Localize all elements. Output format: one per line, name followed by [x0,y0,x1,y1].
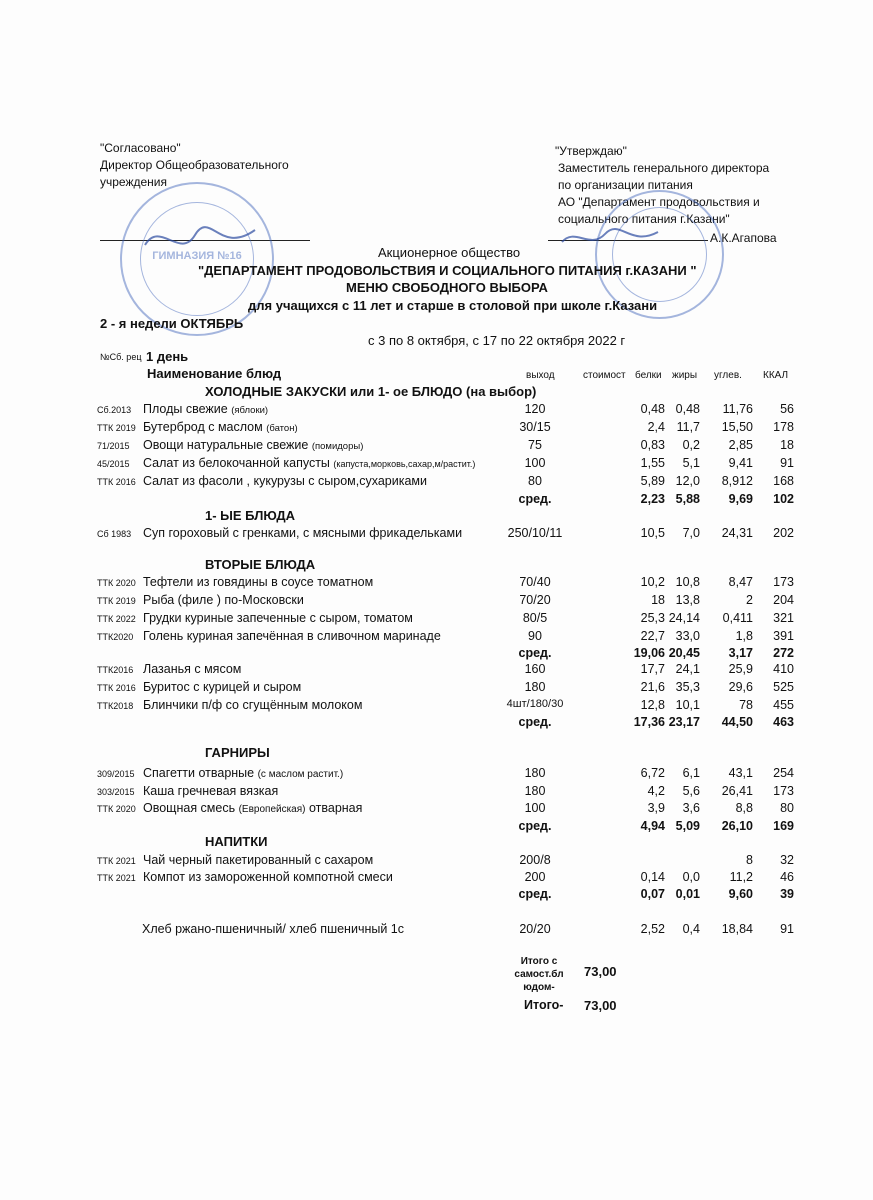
total-value: 73,00 [584,998,617,1013]
avg-kcal: 39 [780,887,794,901]
dish-out: 100 [524,456,546,470]
dish-carb: 24,31 [721,526,753,540]
dish-out: 180 [524,784,546,798]
table-row [0,801,873,819]
col-protein-header: белки [635,370,662,381]
dish-fat: 0,2 [682,438,700,452]
dish-carb: 25,9 [728,662,753,676]
dish-out: 200/8 [519,853,551,867]
avg-label: сред. [518,715,552,729]
dish-name: Хлеб ржано-пшеничный/ хлеб пшеничный 1с [142,922,404,936]
dish-out: 30/15 [519,420,551,434]
dish-name: Рыба (филе ) по-Московски [143,593,304,607]
dish-out: 250/10/11 [507,526,563,540]
dish-kcal: 391 [773,629,794,643]
menu-title: МЕНЮ СВОБОДНОГО ВЫБОРА [346,280,548,295]
avg-fat: 20,45 [668,646,700,660]
dish-protein: 6,72 [640,766,665,780]
recipe-code: ТТК 2019 [97,423,136,433]
recipe-code: ТТК 2020 [97,578,136,588]
dish-carb: 8,47 [728,575,753,589]
dish-protein: 17,7 [640,662,665,676]
dish-protein: 10,2 [640,575,665,589]
dish-fat: 11,7 [676,420,700,434]
dish-kcal: 91 [780,922,794,936]
dish-carb: 8,8 [735,801,753,815]
dish-fat: 3,6 [682,801,700,815]
avg-label: сред. [518,887,552,901]
dish-name: Спагетти отварные (с маслом растит.) [143,766,344,780]
dish-fat: 10,1 [675,698,700,712]
dish-kcal: 202 [773,526,794,540]
avg-fat: 5,09 [675,819,700,833]
avg-carb: 3,17 [728,646,753,660]
dish-fat: 5,1 [682,456,700,470]
approval-right-line1: "Утверждаю" [555,144,627,158]
stamp-left-text: ГИМНАЗИЯ №16 [152,250,242,262]
dish-name: Овощи натуральные свежие (помидоры) [143,438,364,452]
dish-name: Овощная смесь (Европейская) отварная [143,801,363,815]
dish-kcal: 56 [780,402,794,416]
recipe-code: Сб.2013 [97,405,132,415]
dish-protein: 12,8 [640,698,665,712]
dish-kcal: 321 [773,611,794,625]
avg-kcal: 102 [773,492,794,506]
total-self-label: Итого с самост.бл юдом- [514,956,564,993]
signer-name: А.К.Агапова [710,231,777,245]
dish-fat: 35,3 [675,680,700,694]
week-label: 2 - я недели ОКТЯБРЬ [100,316,244,331]
dish-carb: 8 [746,853,753,867]
dish-fat: 24,1 [675,662,700,676]
audience-line: для учащихся с 11 лет и старше в столовой при школе г.Казани [248,298,658,313]
dish-carb: 11,2 [729,870,753,884]
avg-carb: 26,10 [721,819,753,833]
dish-kcal: 32 [780,853,794,867]
dish-name: Суп гороховый с гренками, с мясными фрикадельками [143,526,463,540]
dish-out: 100 [524,801,546,815]
dish-out: 80/5 [522,611,548,625]
table-row [0,662,873,680]
recipe-code: ТТК 2021 [97,856,136,866]
recipe-code: 71/2015 [97,441,130,451]
avg-protein: 2,23 [640,492,665,506]
dish-kcal: 91 [780,456,794,470]
average-row [0,887,873,905]
approval-right-line2: Заместитель генерального директора [558,161,770,175]
company-type: Акционерное общество [378,245,521,260]
dish-carb: 0,411 [722,611,753,625]
dish-protein: 0,83 [640,438,665,452]
section-first: 1- ЫЕ БЛЮДА [205,508,296,523]
dish-fat: 7,0 [682,526,700,540]
signature-right [560,222,660,252]
dish-out: 90 [528,629,542,643]
avg-carb: 9,60 [728,887,753,901]
dish-fat: 0,48 [675,402,700,416]
table-row [0,784,873,802]
dish-protein: 21,6 [640,680,665,694]
dish-name: Компот из замороженной компотной смеси [143,870,393,884]
dish-fat: 24,14 [668,611,700,625]
table-row [0,698,873,716]
dish-name: Голень куриная запечённая в сливочном маринаде [143,629,441,643]
table-row [0,629,873,647]
recipe-code: ТТК2016 [97,665,134,675]
dish-carb: 8,912 [721,474,753,488]
dish-protein: 0,14 [640,870,665,884]
dish-name: Грудки куриные запеченные с сыром, томатом [143,611,413,625]
table-row [0,456,873,474]
recipe-code: Сб 1983 [97,529,132,539]
avg-protein: 17,36 [633,715,665,729]
approval-left-line2: Директор Общеобразовательного [100,158,289,172]
dish-carb: 11,76 [722,402,753,416]
dish-kcal: 168 [773,474,794,488]
dish-fat: 10,8 [675,575,700,589]
total-self-value: 73,00 [584,964,617,979]
section-cold: ХОЛОДНЫЕ ЗАКУСКИ или 1- ое БЛЮДО (на выбор) [205,384,537,399]
signature-left [140,215,260,265]
dish-out: 80 [528,474,542,488]
col-carb-header: углев. [714,370,742,381]
avg-fat: 5,88 [675,492,700,506]
dish-kcal: 18 [780,438,794,452]
dish-name: Салат из белокочанной капусты (капуста,морковь,сахар,м/растит.) [143,456,476,470]
recipe-code: ТТК 2016 [97,477,136,487]
dish-kcal: 204 [773,593,794,607]
recipe-code: ТТК 2021 [97,873,136,883]
dish-kcal: 178 [773,420,794,434]
dish-kcal: 173 [773,575,794,589]
dish-kcal: 46 [780,870,794,884]
dish-name: Лазанья с мясом [143,662,242,676]
dish-kcal: 254 [773,766,794,780]
dish-name: Тефтели из говядины в соусе томатном [143,575,374,589]
dish-fat: 0,4 [682,922,700,936]
dish-protein: 5,89 [640,474,665,488]
dish-kcal: 410 [773,662,794,676]
dish-kcal: 525 [773,680,794,694]
dish-protein: 2,4 [647,420,665,434]
dish-out: 4шт/180/30 [506,698,564,710]
table-row [0,593,873,611]
table-row [0,766,873,784]
dish-carb: 29,6 [728,680,753,694]
dish-out: 120 [524,402,546,416]
dish-kcal: 173 [773,784,794,798]
average-row [0,492,873,510]
dish-carb: 43,1 [728,766,753,780]
section-drinks: НАПИТКИ [205,834,268,849]
dish-protein: 0,48 [640,402,665,416]
avg-kcal: 272 [773,646,794,660]
dish-out: 200 [524,870,546,884]
dish-fat: 0,0 [682,870,700,884]
avg-fat: 0,01 [675,887,700,901]
dish-protein: 1,55 [640,456,665,470]
approval-left-line1: "Согласовано" [100,141,181,155]
avg-carb: 9,69 [728,492,753,506]
dish-carb: 9,41 [728,456,753,470]
dish-protein: 22,7 [640,629,665,643]
dish-fat: 5,6 [682,784,700,798]
dish-protein: 3,9 [647,801,665,815]
table-row [0,420,873,438]
day-label: 1 день [146,349,189,364]
dish-name: Салат из фасоли , кукурузы с сыром,сухариками [143,474,427,488]
col-out-header: выход [526,370,555,381]
section-second: ВТОРЫЕ БЛЮДА [205,557,316,572]
avg-protein: 0,07 [640,887,665,901]
avg-carb: 44,50 [721,715,753,729]
recipe-code: ТТК 2019 [97,596,136,606]
dish-kcal: 80 [780,801,794,815]
dish-name: Блинчики п/ф со сгущённым молоком [143,698,363,712]
dish-out: 20/20 [519,922,551,936]
dish-carb: 15,50 [721,420,753,434]
total-label: Итого- [524,998,564,1012]
dish-carb: 26,41 [721,784,753,798]
avg-kcal: 463 [773,715,794,729]
avg-label: сред. [518,492,552,506]
recipe-code: 303/2015 [97,787,135,797]
dish-name: Буритос с курицей и сыром [143,680,302,694]
approval-right-line5: социального питания г.Казани" [558,212,730,226]
col-fat-header: жиры [672,370,698,381]
section-garnish: ГАРНИРЫ [205,745,270,760]
table-row [0,402,873,420]
dish-name: Каша гречневая вязкая [143,784,279,798]
table-row [0,870,873,888]
dish-carb: 18,84 [721,922,753,936]
dish-name: Чай черный пакетированный с сахаром [143,853,374,867]
dish-name: Плоды свежие (яблоки) [143,402,269,416]
table-row [0,575,873,593]
dish-carb: 2 [746,593,753,607]
avg-protein: 19,06 [633,646,665,660]
table-row [0,526,873,544]
avg-label: сред. [518,819,552,833]
dish-protein: 18 [651,593,665,607]
average-row [0,819,873,837]
table-row [0,922,873,940]
avg-fat: 23,17 [668,715,700,729]
dish-kcal: 455 [773,698,794,712]
dish-out: 180 [524,680,546,694]
recipe-prefix: №Сб. рец [100,352,142,362]
recipe-code: ТТК 2016 [97,683,136,693]
dish-out: 70/40 [519,575,551,589]
dish-fat: 13,8 [675,593,700,607]
approval-right-line3: по организации питания [558,178,693,192]
dish-name: Бутерброд с маслом (батон) [143,420,298,434]
recipe-code: ТТК 2022 [97,614,136,624]
dish-fat: 33,0 [675,629,700,643]
table-row [0,680,873,698]
recipe-code: ТТК 2020 [97,804,136,814]
average-row [0,715,873,733]
dish-fat: 6,1 [682,766,700,780]
table-row [0,853,873,871]
avg-kcal: 169 [773,819,794,833]
dish-carb: 1,8 [735,629,753,643]
recipe-code: 45/2015 [97,459,130,469]
table-row [0,474,873,492]
col-name-header: Наименование блюд [147,366,282,381]
dish-out: 180 [524,766,546,780]
avg-protein: 4,94 [640,819,665,833]
col-cost-header: стоимост [583,370,626,381]
col-kcal-header: ККАЛ [763,370,789,381]
avg-label: сред. [518,646,552,660]
dish-out: 75 [528,438,542,452]
dish-carb: 2,85 [728,438,753,452]
dish-carb: 78 [739,698,753,712]
dish-protein: 25,3 [640,611,665,625]
recipe-code: ТТК2020 [97,632,134,642]
recipe-code: ТТК2018 [97,701,134,711]
dish-protein: 2,52 [640,922,665,936]
dish-out: 160 [524,662,546,676]
dish-fat: 12,0 [675,474,700,488]
dish-protein: 10,5 [640,526,665,540]
dish-protein: 4,2 [647,784,665,798]
dish-out: 70/20 [519,593,551,607]
table-row [0,611,873,629]
approval-right-line4: АО "Департамент продовольствия и [558,195,760,209]
table-row [0,438,873,456]
recipe-code: 309/2015 [97,769,135,779]
approval-left-line3: учреждения [100,175,167,189]
department-title: "ДЕПАРТАМЕНТ ПРОДОВОЛЬСТВИЯ И СОЦИАЛЬНОГО ПИТАНИЯ г.КАЗАНИ " [198,263,697,278]
dates-line: с 3 по 8 октября, с 17 по 22 октября 2022 г [368,333,626,348]
